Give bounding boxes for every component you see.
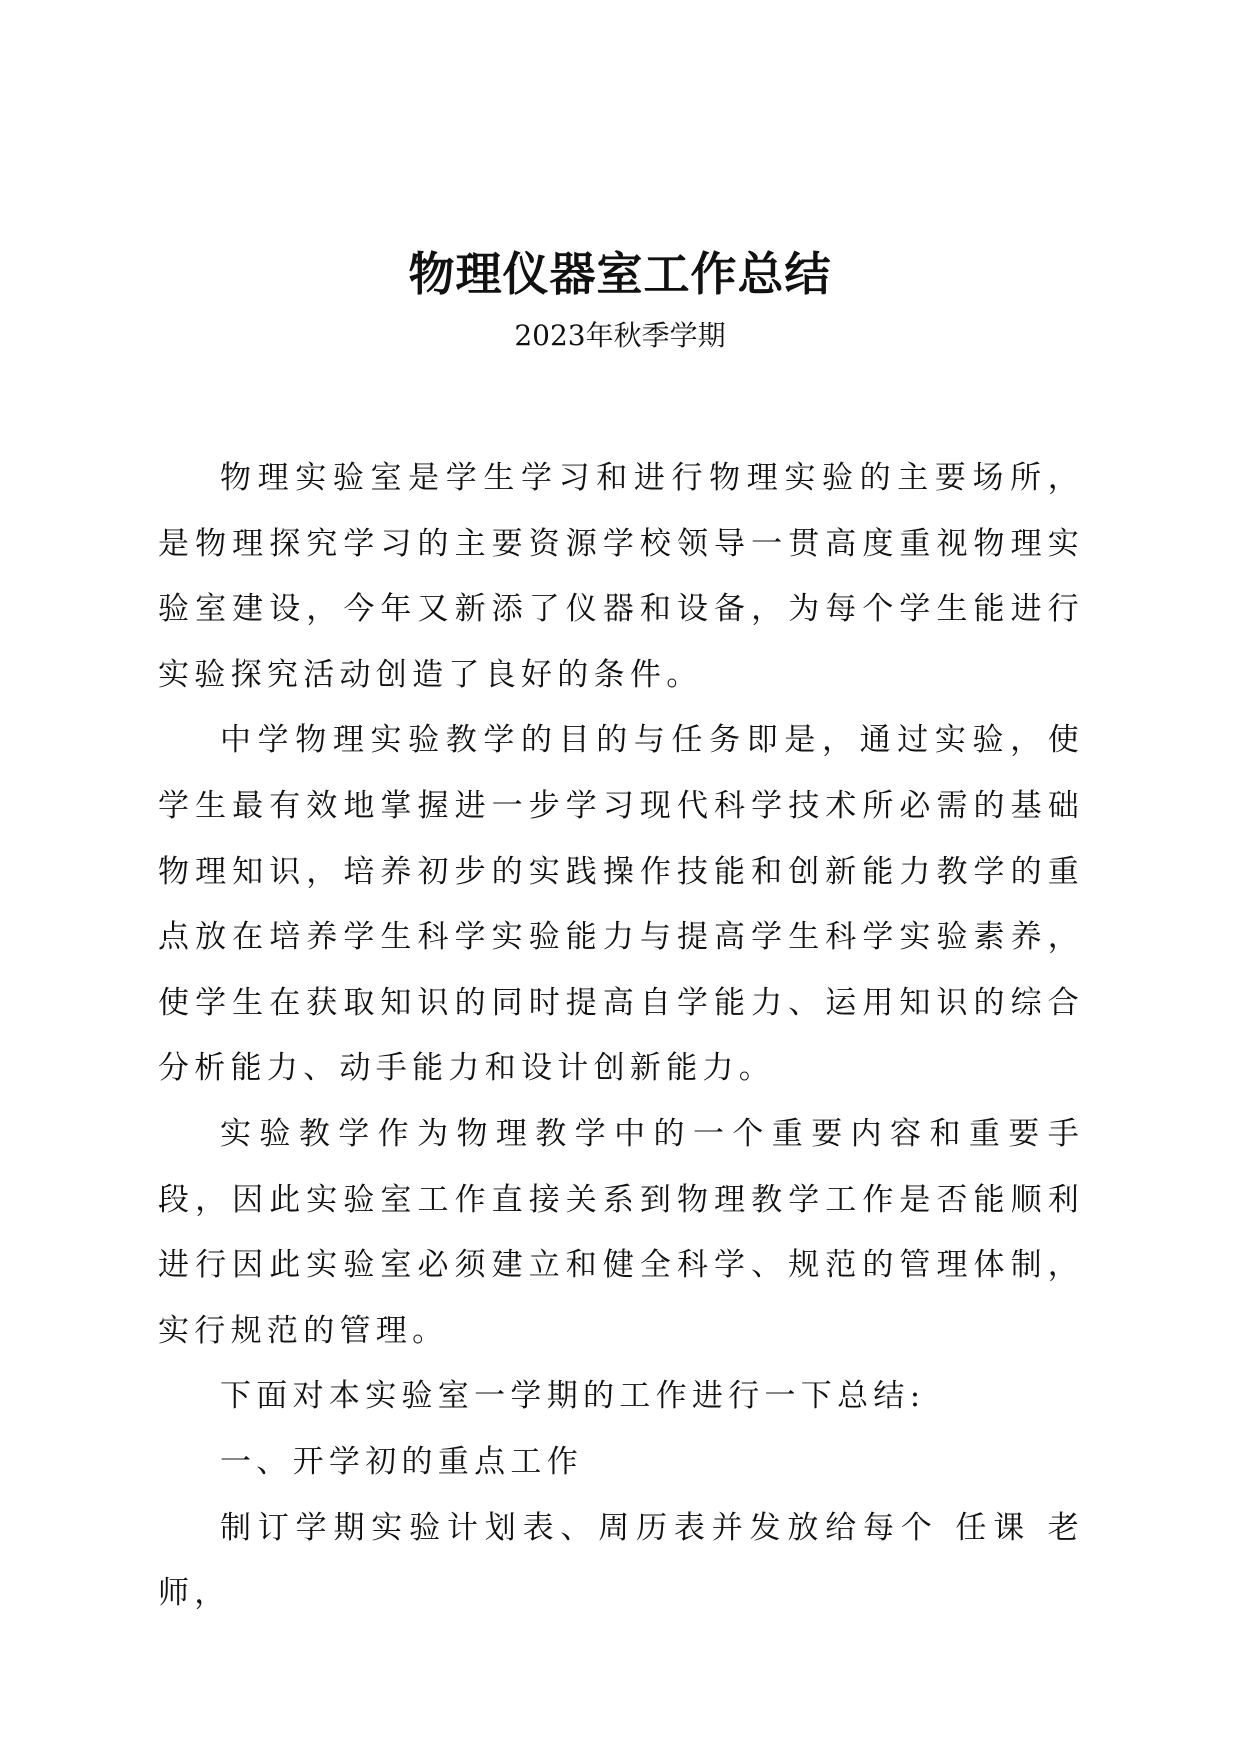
paragraph-summary-lead: 下面对本实验室一学期的工作进行一下总结: — [220, 1378, 926, 1415]
paragraph-management: 实验教学作为物理教学中的一个重要内容和重要手段，因此实验室工作直接关系到物理教学工作是否能顺利进行因此实验室必须建立和健全科学、规范的管理体制，实行规范的管理。 — [158, 1115, 1084, 1349]
document-subtitle: 2023年秋季学期 — [514, 319, 726, 352]
paragraph-intro: 物理实验室是学生学习和进行物理实验的主要场所，是物理探究学习的主要资源学校领导一贯高度重视物理实验室建设，今年又新添了仪器和设备，为每个学生能进行实验探究活动创造了良好的条件。 — [158, 460, 1084, 693]
section-heading-1: 一、开学初的重点工作 — [220, 1443, 583, 1480]
paragraph-purpose: 中学物理实验教学的目的与任务即是，通过实验，使学生最有效地掌握进一步学习现代科学技术所必需的基础物理知识，培养初步的实践操作技能和创新能力教学的重点放在培养学生科学实验能力与提高学生科学实验素养，使学生在获取知识的同时提高自学能力、运用知识的综合分析能力、动手能力和设计创新能力。 — [158, 722, 1084, 1087]
paragraph-section-1: 制订学期实验计划表、周历表并发放给每个 任课 老师， — [158, 1509, 1084, 1612]
document-body — [158, 446, 1084, 1627]
document-title: 物理仪器室工作总结 — [408, 247, 832, 301]
